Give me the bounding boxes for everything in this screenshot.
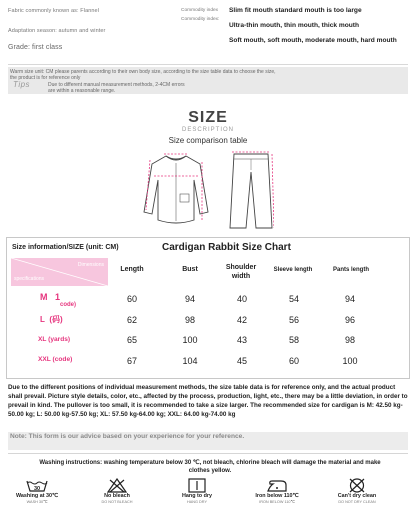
grade-text: Grade: first class (8, 44, 63, 51)
wash-30-sub: WASH 30℃ (26, 500, 48, 504)
cell-l-bust: 98 (184, 315, 195, 325)
cell-l-length: 62 (126, 315, 137, 325)
pants-illustration (228, 150, 274, 232)
hang-dry-label: Hang to dry (182, 493, 212, 499)
washing-divider (8, 453, 408, 454)
description-softness: Soft mouth, soft mouth, moderate mouth, hard mouth (229, 37, 397, 44)
wash-30-label: Washing at 30℃ (15, 493, 59, 499)
size-desc: DESCRIPTION (181, 127, 234, 133)
iron-label: Iron below 110℃ (255, 493, 299, 499)
header-length: Length (120, 266, 144, 273)
cell-m-pants: 94 (344, 294, 355, 304)
cell-xxl-pants: 100 (342, 356, 358, 366)
tips-label: Tips (13, 80, 31, 89)
tips-line-3: Due to different manual measurement methods, 2-4CM errors (48, 81, 185, 88)
no-bleach-icon (107, 478, 127, 493)
size-chart-title: Cardigan Rabbit Size Chart (162, 242, 291, 253)
description-thickness: Ultra-thin mouth, thin mouth, thick mouth (229, 22, 360, 29)
cell-xl-bust: 100 (182, 335, 198, 345)
cell-xxl-bust: 104 (182, 356, 198, 366)
cell-xxl-shoulder: 45 (236, 356, 247, 366)
tips-text (10, 69, 404, 95)
no-dry-clean-label: Can't dry clean (337, 493, 377, 499)
top-divider (8, 64, 408, 65)
size-info-label: Size information/SIZE (unit: CM) (12, 244, 119, 251)
tips-line-1: Warm size unit: CM please parents according to their own body size, according to the size table data to choose the size, (10, 69, 276, 75)
no-dry-clean-icon (348, 478, 366, 493)
row-label-m: M 1 (40, 292, 61, 302)
wash-item-hang (168, 478, 226, 505)
iron-sub: IRON BELOW 110℃ (259, 500, 295, 504)
cell-l-sleeve: 56 (288, 315, 299, 325)
row-label-xl: XL (yards) (38, 336, 71, 343)
size-heading (0, 110, 416, 146)
no-bleach-label: No bleach (104, 493, 130, 499)
washing-icons (8, 478, 408, 511)
washing-instructions: Washing instructions: washing temperature below 30 ℃, not bleach, chlorine bleach will damage the material and make clothes yellow. (39, 460, 381, 474)
cell-xl-length: 65 (126, 335, 137, 345)
hang-dry-sub: HANG DRY (187, 500, 207, 504)
cell-xl-shoulder: 43 (236, 335, 247, 345)
specifications-label: specifications (14, 276, 45, 282)
fabric-text: Fabric commonly known as: Flannel (8, 8, 100, 14)
wash-item-dry-clean (328, 478, 386, 505)
no-dry-clean-sub: DO NOT DRY CLEAN (338, 500, 376, 504)
cell-l-pants: 96 (344, 315, 355, 325)
no-bleach-sub: DO NOT BLEACH (101, 500, 133, 504)
wash-item-30 (8, 478, 66, 505)
dimensions-label: Dimensions (77, 262, 104, 268)
header-pants: Pants length (332, 267, 369, 273)
cardigan-illustration (142, 150, 210, 230)
tips-bar (8, 67, 408, 94)
table-corner-header (11, 258, 108, 286)
product-info (8, 8, 178, 65)
header-sleeve: Sleeve length (273, 267, 313, 273)
row-label-m-code: code) (60, 302, 77, 308)
size-title: SIZE (188, 109, 228, 126)
iron-icon (266, 478, 288, 493)
cell-xxl-length: 67 (126, 356, 137, 366)
description-fit: Slim fit mouth standard mouth is too large (229, 7, 362, 14)
size-subtitle: Size comparison table (168, 136, 248, 145)
cell-m-bust: 94 (184, 294, 195, 304)
row-label-l: L (码) (40, 315, 63, 324)
tips-line-2: the product is for reference only (10, 75, 81, 82)
hang-dry-icon (188, 478, 206, 493)
advice-note: Note: This form is our advice based on your experience for your reference. (10, 433, 245, 440)
cell-m-length: 60 (126, 294, 137, 304)
cell-xl-sleeve: 58 (288, 335, 299, 345)
commodity-label-2: Commodity index: (181, 17, 220, 22)
svg-text:30: 30 (33, 486, 41, 492)
season-text: Adaptation season: autumn and winter (8, 28, 106, 34)
size-note: Due to the different positions of individual measurement methods, the size table data is for reference only, and the actual product shall prevail. Picture style details, color, etc., affected by the process, production, light, etc., there may be a little deviation, in order to prevail in kind. The pullover is too small, it is recommended to take a size larger. The recommended size for cardigan is M: 42.50 kg-50.00 kg; L: 50.00 kg-57.50 kg; XL: 57.50 kg-64.00 kg; XXL: 64.00 kg-74.00 kg (8, 384, 408, 418)
wash-item-iron (248, 478, 306, 505)
wash-30-icon (26, 478, 48, 493)
cell-xxl-sleeve: 60 (288, 356, 299, 366)
header-bust: Bust (182, 266, 198, 273)
tips-line-4: are within a reasonable range. (48, 88, 116, 95)
cell-l-shoulder: 42 (236, 315, 247, 325)
commodity-label: Commodity index (181, 8, 219, 13)
cell-xl-pants: 98 (344, 335, 355, 345)
header-shoulder: Shoulder width (225, 264, 257, 280)
wash-item-bleach (88, 478, 146, 505)
cell-m-shoulder: 40 (236, 294, 247, 304)
row-label-xxl: XXL (code) (38, 356, 73, 363)
cell-m-sleeve: 54 (288, 294, 299, 304)
commodity-descriptions (229, 6, 414, 45)
